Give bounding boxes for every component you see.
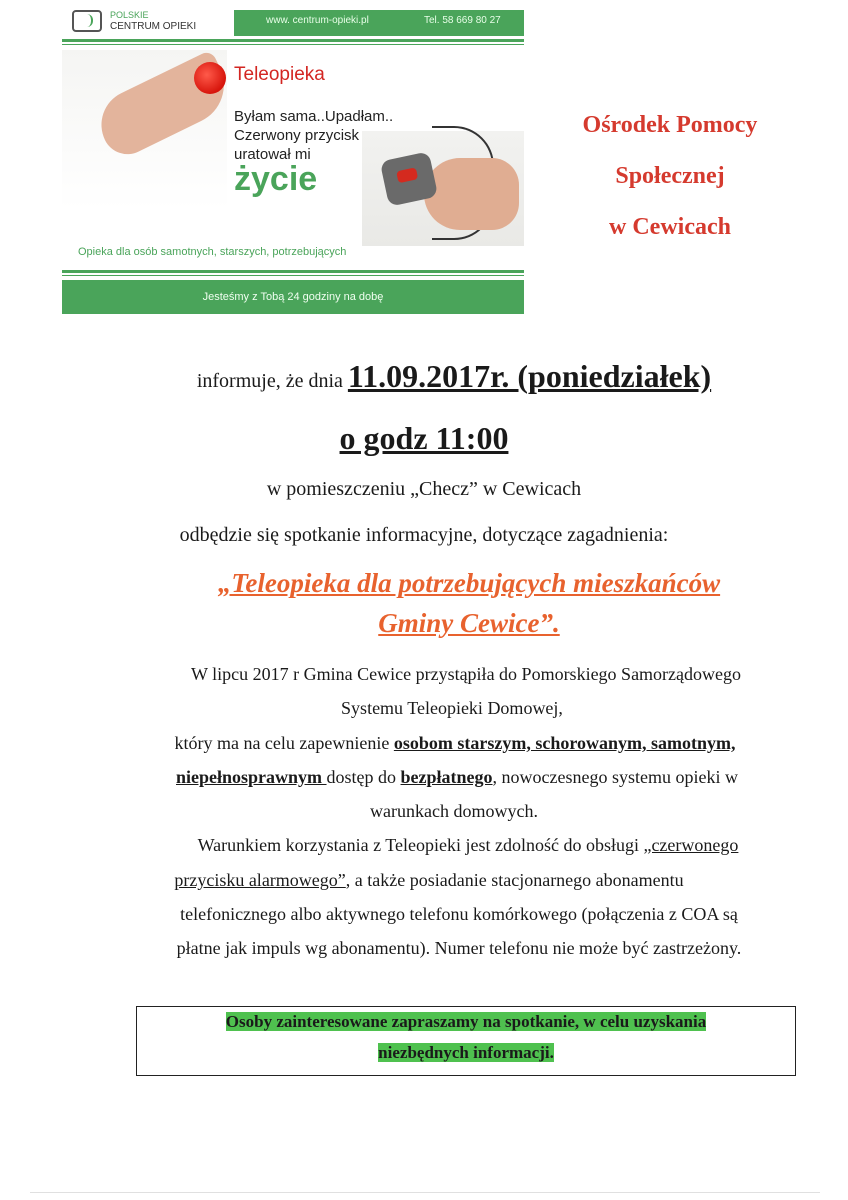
invitation-text: Osoby zainteresowane zapraszamy na spotkanie, w celu uzyskania — [225, 1012, 707, 1031]
banner-slogan-line: uratował mi — [234, 146, 311, 163]
red-alarm-button-icon — [194, 62, 226, 94]
red-button-term: „czerwonego — [643, 835, 739, 855]
organization-title-line: Społecznej — [615, 163, 725, 189]
meeting-time-line — [0, 420, 848, 457]
red-button-term: przycisku alarmowego” — [174, 870, 346, 890]
banner-slogan-highlight: życie — [234, 160, 318, 198]
organization-title-line: w Cewicach — [609, 214, 731, 240]
banner-footer-text: Jesteśmy z Tobą 24 godziny na dobę — [202, 291, 384, 303]
banner-contact-strip — [234, 10, 524, 36]
organization-title-line: Ośrodek Pomocy — [582, 112, 758, 138]
body-line: Systemu Teleopieki Domowej, — [341, 698, 563, 718]
topic-text: Gminy Cewice”. — [378, 608, 560, 638]
meeting-description: odbędzie się spotkanie informacyjne, dotyczące zagadnienia: — [179, 524, 669, 546]
body-text: , nowoczesnego systemu opieki w — [492, 767, 738, 787]
target-groups: osobom starszym, schorowanym, samotnym, — [393, 733, 736, 753]
announcement-date-line — [0, 358, 848, 395]
body-line — [0, 733, 848, 754]
polskie-centrum-opieki-logo-icon — [72, 10, 102, 32]
topic-text: „Teleopieka dla potrzebujących mieszkańców — [217, 568, 721, 598]
body-text: , a także posiadanie stacjonarnego abonamentu — [345, 870, 684, 890]
page-bottom-rule — [30, 1192, 820, 1193]
banner-phone: Tel. 58 669 80 27 — [424, 15, 501, 26]
body-line: warunkach domowych. — [370, 801, 538, 821]
banner-divider-top — [62, 39, 524, 42]
banner-slogan-line: Czerwony przycisk — [234, 127, 360, 144]
logo-line-2: CENTRUM OPIEKI — [110, 21, 197, 32]
topic-line-2 — [0, 608, 848, 639]
body-text: który ma na celu zapewnienie — [174, 733, 394, 753]
body-line — [0, 767, 848, 788]
target-group-disabled: niepełnosprawnym — [176, 767, 327, 787]
body-line: W lipcu 2017 r Gmina Cewice przystąpiła do Pomorskiego Samorządowego — [190, 664, 742, 684]
banner-website: www. centrum-opieki.pl — [266, 15, 369, 26]
banner-divider-bottom-thin — [62, 275, 524, 276]
invitation-line-2 — [0, 1043, 848, 1063]
banner-title: Teleopieka — [234, 64, 325, 85]
logo-text — [110, 10, 196, 32]
banner-divider-bottom — [62, 270, 524, 273]
banner-divider-top-thin — [62, 44, 524, 45]
meeting-time: o godz 11:00 — [339, 420, 509, 456]
body-line: telefonicznego albo aktywnego telefonu komórkowego (połączenia z COA są — [180, 904, 738, 924]
free-of-charge: bezpłatnego — [400, 767, 493, 787]
teleopieka-banner — [62, 6, 524, 314]
body-line: płatne jak impuls wg abonamentu). Numer telefonu nie może być zastrzeżony. — [176, 938, 742, 958]
meeting-place: w pomieszczeniu „Checz” w Cewicach — [266, 478, 582, 500]
invitation-text: niezbędnych informacji. — [378, 1043, 554, 1062]
announcement-prefix: informuje, że dnia — [196, 370, 348, 392]
banner-footer-strip — [62, 280, 524, 314]
body-line — [0, 835, 848, 856]
topic-line-1 — [0, 568, 848, 599]
body-line — [0, 870, 848, 891]
banner-care-line: Opieka dla osób samotnych, starszych, potrzebujących — [78, 246, 347, 258]
organization-title — [540, 100, 800, 253]
logo-line-1: POLSKIE — [110, 10, 149, 20]
meeting-date: 11.09.2017r. (poniedziałek) — [347, 358, 712, 394]
banner-slogan-line: Byłam sama..Upadłam.. — [234, 108, 394, 125]
invitation-line-1 — [0, 1012, 848, 1032]
hand-holding-icon — [424, 158, 519, 230]
body-text: Warunkiem korzystania z Teleopieki jest zdolność do obsługi — [197, 835, 644, 855]
body-text: dostęp do — [326, 767, 401, 787]
